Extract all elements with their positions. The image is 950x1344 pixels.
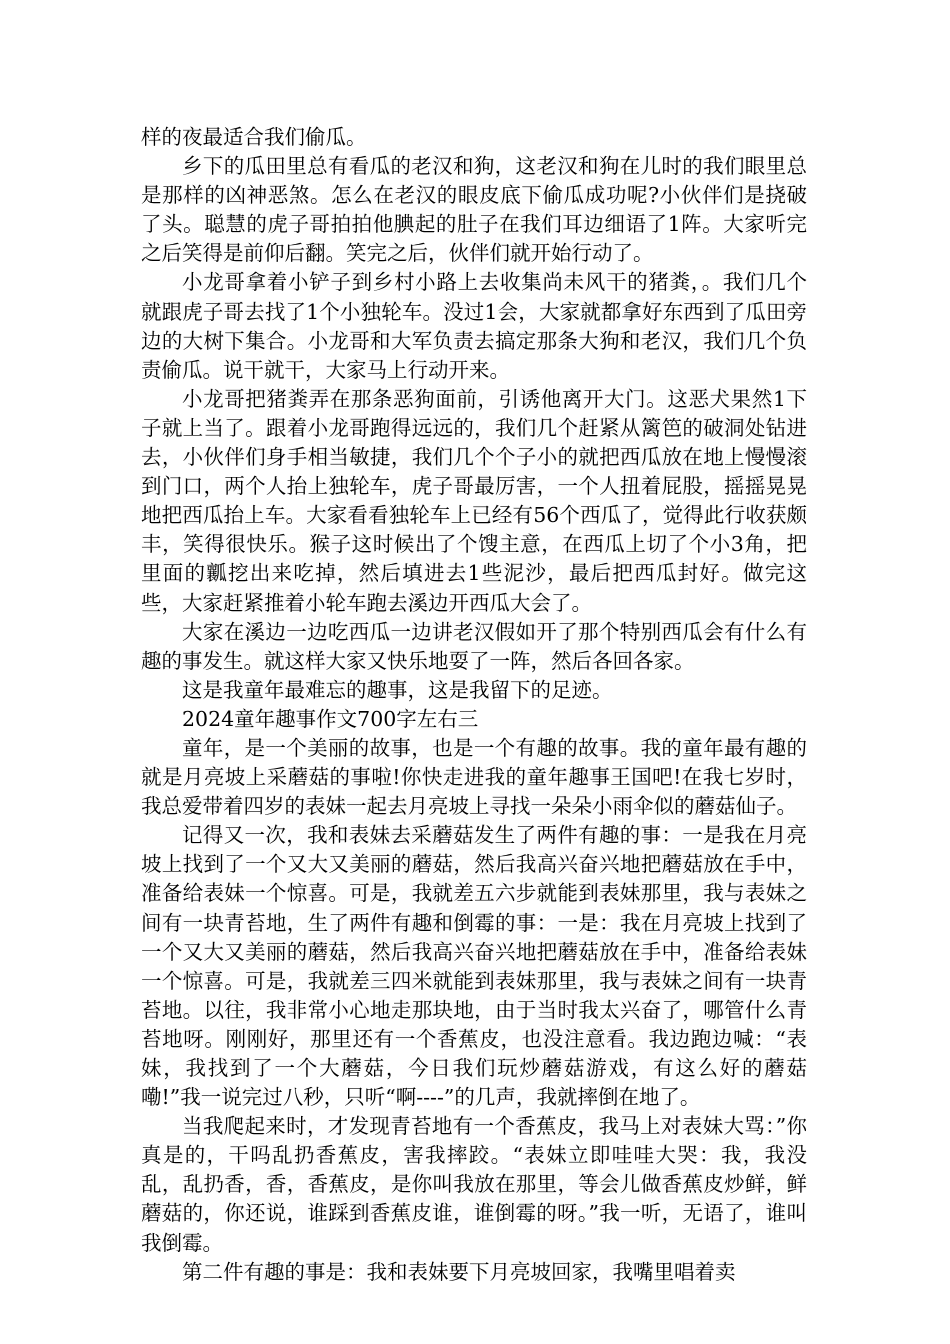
paragraph: 小龙哥把猪粪弄在那条恶狗面前，引诱他离开大门。这恶犬果然1下子就上当了。跟着小龙哥跑得远远的，我们几个赶紧从篱笆的破洞处钻进去，小伙伴们身手相当敏捷，我们几个个子小的就把西瓜放在地上慢慢滚到门口，两个人抬上独轮车，虎子哥最厉害，一个人扭着屁股，摇摇晃晃地把西瓜抬上车。大家看看独轮车上已经有56个西瓜了，觉得此行收获颇丰，笑得很快乐。猴子这时候出了个馊主意，在西瓜上切了个小3角，把里面的瓤挖出来吃掉，然后填进去1些泥沙，最后把西瓜封好。做完这些，大家赶紧推着小轮车跑去溪边开西瓜大会了。 <box>141 386 807 615</box>
paragraph: 样的夜最适合我们偷瓜。 <box>141 125 367 149</box>
section-heading: 2024童年趣事作文700字左右三 <box>182 706 479 731</box>
paragraph: 乡下的瓜田里总有看瓜的老汉和狗，这老汉和狗在儿时的我们眼里总是那样的凶神恶煞。怎么在老汉的眼皮底下偷瓜成功呢?小伙伴们是挠破了头。聪慧的虎子哥拍拍他腆起的肚子在我们耳边细语了1阵。大家听完之后笑得是前仰后翻。笑完之后，伙伴们就开始行动了。 <box>141 154 807 266</box>
paragraph: 这是我童年最难忘的趣事，这是我留下的足迹。 <box>182 677 613 702</box>
paragraph: 记得又一次，我和表妹去采蘑菇发生了两件有趣的事：一是我在月亮坡上找到了一个又大又美丽的蘑菇，然后我高兴奋兴地把蘑菇放在手中，准备给表妹一个惊喜。可是，我就差五六步就能到表妹那里，我与表妹之间有一块青苔地，生了两件有趣和倒霉的事：一是：我在月亮坡上找到了一个又大又美丽的蘑菇，然后我高兴奋兴地把蘑菇放在手中，准备给表妹一个惊喜。可是，我就差三四米就能到表妹那里，我与表妹之间有一块青苔地。以往，我非常小心地走那块地，由于当时我太兴奋了，哪管什么青苔地呀。刚刚好，那里还有一个香蕉皮，也没注意看。我边跑边喊：“表妹，我找到了一个大蘑菇，今日我们玩炒蘑菇游戏，有这么好的蘑菇嘞!”我一说完过八秒，只听“啊----”的几声，我就摔倒在地了。 <box>141 823 807 1110</box>
paragraph: 小龙哥拿着小铲子到乡村小路上去收集尚未风干的猪粪，。我们几个就跟虎子哥去找了1个小独轮车。没过1会，大家就都拿好东西到了瓜田旁边的大树下集合。小龙哥和大军负责去搞定那条大狗和老汉，我们几个负责偷瓜。说干就干，大家马上行动开来。 <box>141 270 807 382</box>
paragraph: 大家在溪边一边吃西瓜一边讲老汉假如开了那个特别西瓜会有什么有趣的事发生。就这样大家又快乐地耍了一阵，然后各回各家。 <box>141 619 807 673</box>
paragraph: 第二件有趣的事是：我和表妹要下月亮坡回家，我嘴里唱着卖 <box>182 1259 736 1284</box>
document-body <box>141 123 807 1287</box>
paragraph: 当我爬起来时，才发现青苔地有一个香蕉皮，我马上对表妹大骂：”你真是的，干吗乱扔香蕉皮，害我摔跤。“表妹立即哇哇大哭：我，我没乱，乱扔香，香，香蕉皮，是你叫我放在那里，等会儿做香蕉皮炒鲜，鲜蘑菇的，你还说，谁踩到香蕉皮谁，谁倒霉的呀。”我一听，无语了，谁叫我倒霉。 <box>141 1114 807 1255</box>
paragraph: 童年，是一个美丽的故事，也是一个有趣的故事。我的童年最有趣的就是月亮坡上采蘑菇的事啦!你快走进我的童年趣事王国吧!在我七岁时，我总爱带着四岁的表妹一起去月亮坡上寻找一朵朵小雨伞似的蘑菇仙子。 <box>141 735 807 819</box>
